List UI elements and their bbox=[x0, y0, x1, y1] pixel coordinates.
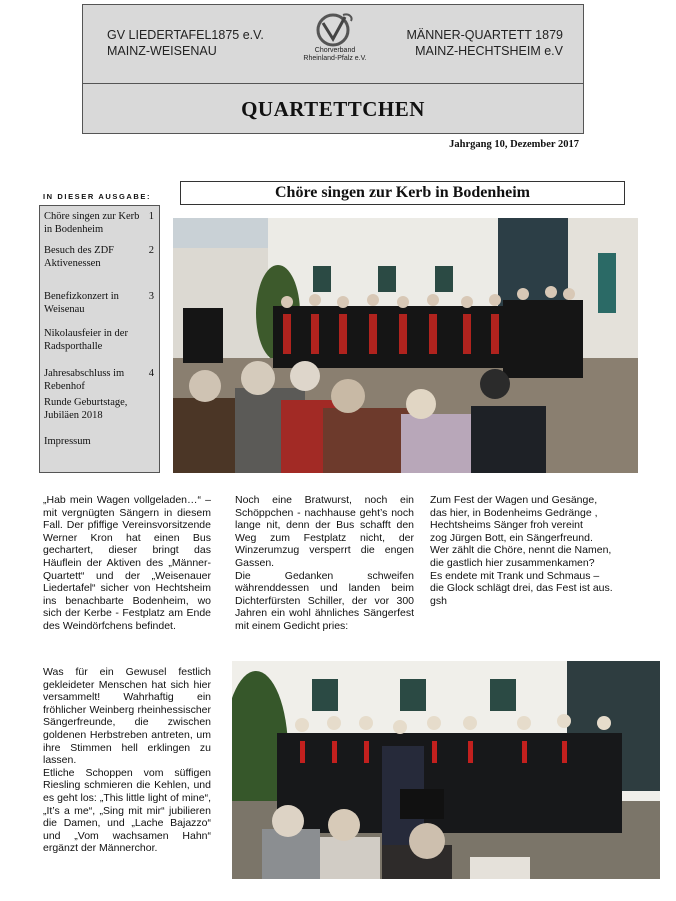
toc-item bbox=[44, 397, 156, 422]
choir-photo-2-image bbox=[232, 661, 660, 879]
article-paragraph: Was für ein Gewusel festlich gekleideter Menschen hat sich hier versammelt! Wahrhaftig ein fröhlicher Weinberg rheinhessischer Sängerfreunde, die zwischen goldenen Herbstreben antreten, um ihre Stimmen hell erklingen zu lassen. bbox=[43, 666, 211, 767]
toc-item bbox=[44, 436, 156, 449]
poem-line: zog Jürgen Bott, ein Sängerfreund. bbox=[430, 531, 593, 544]
toc-item-label: Benefizkonzert in Weisenau bbox=[44, 291, 119, 315]
article-paragraph: Noch eine Bratwurst, noch ein Schöppchen - nachhause geht’s noch lange nit, denn der Bus schafft den Weg zum Festplatz nicht, der Winzerumzug versperrt die engen Gassen. bbox=[235, 494, 414, 569]
toc-item-label: Runde Geburtstage, Jubiläen 2018 bbox=[44, 397, 128, 421]
poem-line: Wer zählt die Chöre, nennt die Namen, bbox=[430, 544, 612, 557]
toc-heading: IN DIESER AUSGABE: bbox=[43, 192, 152, 201]
toc-item-label: Besuch des ZDF Aktivenessen bbox=[44, 245, 114, 269]
toc-item-page: 1 bbox=[148, 211, 154, 222]
article-column-1 bbox=[43, 494, 211, 633]
masthead-top bbox=[83, 5, 583, 84]
toc-item bbox=[44, 291, 156, 316]
chorverband-logo-icon bbox=[313, 11, 357, 47]
article-column-1-continued bbox=[43, 666, 211, 855]
toc-item-label: Chöre singen zur Kerb in Bodenheim bbox=[44, 211, 140, 235]
article-headline: Chöre singen zur Kerb in Bodenheim bbox=[180, 181, 625, 205]
toc-item-page: 3 bbox=[148, 291, 154, 302]
choir-photo-2 bbox=[232, 661, 660, 879]
toc-item-label: Jahresabschluss im Rebenhof bbox=[44, 368, 125, 392]
article-paragraph: Etliche Schoppen vom süffigen Riesling schmieren die Kehlen, und es geht los: „This little light of mine“, „It’s a me“, „Sing mit mir“ jubilieren die Damen, und „Lache Bajazzo“ und „Vom wachsamen Hahn“ ergänzt der Männerchor. bbox=[43, 766, 211, 855]
article-paragraph: „Hab mein Wagen vollgeladen…“ – mit vergnügten Sängern in diesem Fall. Der pfiffige Vereinsvorsitzende Werner Kron hat einen Bus gechartert, dieser bringt das Häuflein der Aktiven des „Männer-Quartett“ und der „Weisenauer Liedertafel“ sicher von Hechtsheim ins benachbarte Bodenheim, wo sich der Kerbe - Festplatz am Ende des Weindörfchens befindet. bbox=[43, 494, 211, 632]
toc-item-page: 2 bbox=[148, 245, 154, 256]
poem-line: die Glock schlägt drei, das Fest ist aus. bbox=[430, 582, 613, 595]
club-left-city: MAINZ-WEISENAU bbox=[107, 44, 217, 58]
poem-signature: gsh bbox=[430, 594, 447, 607]
poem-line: Es endete mit Trank und Schmaus – bbox=[430, 569, 600, 582]
logo-text-line2: Rheinland-Pfalz e.V. bbox=[303, 55, 367, 62]
poem-line: die gastlich hier zusammenkamen? bbox=[430, 556, 595, 569]
chorverband-logo bbox=[295, 11, 375, 77]
table-of-contents bbox=[39, 205, 160, 473]
issue-line: Jahrgang 10, Dezember 2017 bbox=[449, 139, 579, 150]
choir-photo-1-image bbox=[173, 218, 638, 473]
toc-item-label: Impressum bbox=[44, 436, 91, 447]
article-paragraph: Die Gedanken schweifen währenddessen und landen beim Dichterfürsten Schiller, der vor 300 Jahren ein wohl ähnliches Sängerfest mit einem Gedicht pries: bbox=[235, 569, 414, 632]
toc-item bbox=[44, 368, 156, 393]
club-left-name: GV LIEDERTAFEL1875 e.V. bbox=[107, 28, 264, 42]
toc-item bbox=[44, 211, 156, 236]
article-column-2 bbox=[235, 494, 414, 633]
newsletter-title: QUARTETTCHEN bbox=[241, 97, 425, 121]
toc-item-page: 4 bbox=[148, 368, 154, 379]
choir-photo-1 bbox=[173, 218, 638, 473]
club-right-name: MÄNNER-QUARTETT 1879 bbox=[406, 28, 563, 42]
poem-line: das hier, in Bodenheims Gedränge , bbox=[430, 506, 598, 519]
poem-column bbox=[430, 494, 640, 607]
toc-item-label: Nikolausfeier in der Radsporthalle bbox=[44, 328, 128, 352]
poem-line: Hechtsheims Sänger froh vereint bbox=[430, 519, 583, 532]
club-right-city: MAINZ-HECHTSHEIM e.V bbox=[415, 44, 563, 58]
poem-line: Zum Fest der Wagen und Gesänge, bbox=[430, 494, 598, 506]
toc-item bbox=[44, 245, 156, 270]
logo-text-line1: Chorverband bbox=[314, 47, 356, 54]
toc-item bbox=[44, 328, 156, 353]
masthead bbox=[82, 4, 584, 134]
